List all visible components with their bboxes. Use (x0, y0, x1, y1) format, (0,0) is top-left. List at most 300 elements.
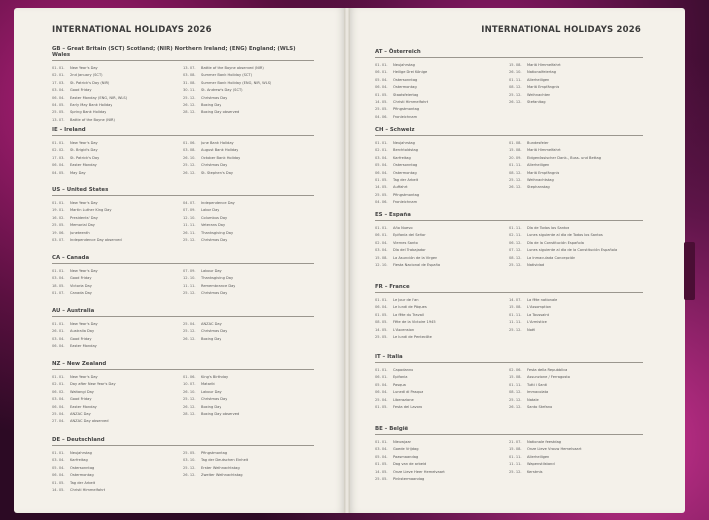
holiday-name: Heilige Drei Könige (393, 70, 428, 75)
holiday-date: 15. 08. (375, 255, 388, 260)
holiday-name: Christi Himmelfahrt (393, 100, 429, 105)
holiday-name: Labour Day (201, 269, 222, 273)
holiday-name: Nieuwjaar (393, 440, 411, 444)
holiday-name: Battle of the Boyne observed (NIR) (201, 66, 264, 70)
holiday-date: 04. 06. (375, 114, 388, 119)
holiday-name: Pasqua (393, 382, 406, 387)
holiday-date: 25. 12. (509, 397, 522, 402)
holiday-name: Spring Bank Holiday (70, 110, 107, 115)
holiday-row (509, 404, 643, 411)
holiday-date: 03. 04. (52, 458, 65, 463)
holiday-name: Pfingstmontag (393, 107, 420, 112)
holiday-column (183, 140, 314, 177)
holiday-name: Lunes siguiente al día de Todos los Santos (527, 233, 603, 238)
holiday-column (183, 450, 314, 494)
holiday-column (509, 140, 643, 207)
holiday-row (509, 77, 643, 84)
holiday-row (183, 268, 314, 275)
holiday-section (52, 255, 314, 298)
holiday-date: 01. 01. (375, 226, 388, 230)
holiday-name: Ostersonntag (70, 465, 95, 470)
holiday-date: 07. 12. (509, 248, 522, 253)
holiday-row (509, 382, 643, 389)
holiday-name: Fronleichnam (393, 200, 418, 205)
holiday-row (375, 92, 509, 99)
holiday-name: Waitangi Day (70, 389, 94, 394)
holiday-name: Early May Bank Holiday (70, 103, 113, 108)
holiday-date: 06. 02. (52, 389, 65, 394)
holiday-name: Weihnachtstag (527, 178, 554, 183)
holiday-row (375, 232, 509, 239)
holiday-section (375, 354, 643, 411)
holiday-name: Easter Monday (ENG, NIR, WLS) (70, 95, 128, 100)
holiday-date: 02. 06. (509, 368, 522, 372)
holiday-row (183, 170, 314, 177)
holiday-name: St. Andrew's Day (SCT) (201, 88, 243, 93)
holiday-row (183, 465, 314, 472)
holiday-name: La fête du Travail (393, 312, 424, 317)
holiday-row (375, 199, 509, 206)
holiday-column (52, 65, 183, 124)
holiday-date: 01. 11. (509, 312, 522, 317)
holiday-date: 15. 08. (509, 63, 522, 67)
holiday-row (52, 487, 183, 494)
holiday-date: 25. 12. (183, 465, 196, 470)
holiday-date: 01. 05. (375, 312, 388, 317)
holiday-row (52, 147, 183, 154)
holiday-name: Pfingstmontag (201, 451, 228, 455)
holiday-date: 01. 11. (509, 454, 522, 459)
holiday-date: 15. 08. (509, 375, 522, 380)
holiday-row (52, 87, 183, 94)
holiday-name: Boxing Day observed (201, 412, 240, 417)
holiday-date: 03. 04. (52, 276, 65, 281)
holiday-name: Thanksgiving Day (201, 230, 234, 235)
holiday-date: 06. 01. (375, 233, 388, 238)
holiday-date: 06. 04. (52, 404, 65, 409)
holiday-name: Día de la Constitución Española (527, 240, 584, 245)
left-page (14, 8, 347, 513)
holiday-row (375, 461, 509, 468)
holiday-row (375, 454, 509, 461)
holiday-name: New Year's Day (70, 141, 98, 145)
holiday-name: Día de Todos los Santos (527, 226, 570, 230)
holiday-row (509, 92, 643, 99)
holiday-section (375, 284, 643, 341)
holiday-row (509, 232, 643, 239)
holiday-name: May Day (70, 170, 86, 175)
holiday-row (52, 155, 183, 162)
holiday-name: Christmas Day (201, 291, 228, 296)
holiday-name: Christmas Day (201, 397, 228, 402)
holiday-name: Onze Lieve Vrouw Hemelvaart (527, 447, 582, 452)
holiday-row (52, 95, 183, 102)
holiday-date: 01. 05. (52, 480, 65, 485)
holiday-row (183, 109, 314, 116)
holiday-row (375, 312, 509, 319)
holiday-date: 26. 10. (183, 389, 196, 394)
holiday-date: 07. 09. (183, 269, 196, 273)
holiday-name: Allerheiligen (527, 163, 550, 168)
holiday-date: 01. 06. (183, 375, 196, 379)
holiday-row (375, 382, 509, 389)
holiday-name: Battle of the Boyne (NIR) (70, 117, 115, 122)
holiday-name: Australia Day (70, 329, 95, 334)
holiday-date: 13. 07. (183, 66, 196, 70)
holiday-date: 05. 04. (375, 382, 388, 387)
holiday-row (52, 102, 183, 109)
holiday-date: 19. 01. (52, 208, 65, 213)
holiday-row (375, 184, 509, 191)
holiday-date: 27. 04. (52, 419, 65, 424)
holiday-date: 03. 07. (52, 238, 65, 243)
holiday-row (52, 72, 183, 79)
holiday-row (509, 469, 643, 476)
holiday-date: 04. 07. (183, 201, 196, 205)
section-title: BE – België (375, 426, 643, 435)
holiday-name: Ostersonntag (393, 163, 418, 168)
holiday-name: Pinkstermaandag (393, 477, 425, 482)
holiday-name: Karfreitag (393, 155, 411, 160)
holiday-date: 03. 04. (375, 447, 388, 452)
holiday-row (183, 200, 314, 207)
section-title: CH – Schweiz (375, 127, 643, 136)
holiday-date: 01. 01. (375, 63, 388, 67)
holiday-date: 11. 11. (509, 320, 522, 325)
holiday-row (183, 328, 314, 335)
holiday-date: 26. 12. (183, 336, 196, 341)
holiday-date: 26. 10. (183, 155, 196, 160)
holiday-row (375, 446, 509, 453)
holiday-date: 01. 06. (183, 141, 196, 145)
holiday-name: Good Friday (70, 88, 92, 93)
holiday-name: Neujahrstag (393, 141, 415, 145)
holiday-row (52, 411, 183, 418)
holiday-name: New Year's Day (70, 201, 98, 205)
holiday-row (183, 336, 314, 343)
holiday-name: La Inmaculada Concepción (527, 255, 576, 260)
holiday-column (183, 374, 314, 426)
holiday-date: 08. 12. (509, 390, 522, 395)
holiday-name: Christmas Day (201, 329, 228, 334)
section-title: NZ – New Zealand (52, 361, 314, 370)
holiday-row (509, 389, 643, 396)
holiday-date: 01. 11. (509, 382, 522, 387)
holiday-date: 05. 04. (52, 465, 65, 470)
holiday-row (183, 457, 314, 464)
holiday-name: Veterans Day (201, 223, 226, 228)
holiday-row (375, 397, 509, 404)
holiday-date: 30. 11. (183, 88, 196, 93)
holiday-row (52, 283, 183, 290)
holiday-row (509, 374, 643, 381)
holiday-row (509, 170, 643, 177)
section-title: US – United States (52, 187, 314, 196)
holiday-name: Weihnachten (527, 92, 551, 97)
holiday-name: New Year's Day (70, 322, 98, 326)
holiday-column (52, 200, 183, 244)
holiday-date: 05. 04. (375, 163, 388, 168)
holiday-row (509, 147, 643, 154)
holiday-row (375, 62, 509, 69)
holiday-name: Christmas Day (201, 95, 228, 100)
holiday-name: Lunes siguiente al día de la Constitución Española (527, 248, 618, 253)
holiday-name: Easter Monday (70, 404, 97, 409)
holiday-name: Allerheiligen (527, 77, 550, 82)
holiday-name: Tag der Arbeit (393, 178, 419, 183)
elastic-band (684, 242, 695, 300)
holiday-date: 06. 01. (375, 375, 388, 380)
holiday-row (52, 321, 183, 328)
holiday-name: Christmas Day (201, 238, 228, 243)
holiday-name: Good Friday (70, 336, 92, 341)
holiday-name: Año Nuevo (393, 226, 413, 230)
holiday-row (375, 319, 509, 326)
holiday-row (375, 69, 509, 76)
holiday-section (375, 426, 643, 483)
holiday-section (52, 46, 314, 124)
holiday-row (375, 439, 509, 446)
holiday-date: 01. 11. (509, 163, 522, 168)
holiday-date: 31. 08. (183, 80, 196, 85)
holiday-date: 26. 10. (509, 70, 522, 75)
holiday-row (183, 404, 314, 411)
holiday-row (183, 374, 314, 381)
holiday-date: 25. 05. (52, 223, 65, 228)
holiday-name: Stefanitag (527, 100, 546, 105)
holiday-name: Eidgenössischer Dank-, Buss- und Bettag (527, 155, 602, 160)
holiday-row (183, 147, 314, 154)
holiday-row (52, 465, 183, 472)
holiday-row (52, 200, 183, 207)
holiday-row (183, 65, 314, 72)
holiday-row (375, 255, 509, 262)
holiday-column (183, 321, 314, 351)
holiday-date: 25. 12. (509, 92, 522, 97)
holiday-date: 16. 02. (52, 215, 65, 220)
holiday-column (52, 374, 183, 426)
holiday-row (375, 334, 509, 341)
holiday-date: 21. 07. (509, 440, 522, 444)
holiday-date: 06. 04. (52, 95, 65, 100)
holiday-date: 12. 10. (183, 215, 196, 220)
holiday-row (183, 102, 314, 109)
holiday-section (52, 437, 314, 494)
holiday-name: Viernes Santo (393, 240, 418, 245)
holiday-name: October Bank Holiday (201, 155, 241, 160)
holiday-row (375, 327, 509, 334)
holiday-row (52, 418, 183, 425)
holiday-date: 10. 07. (183, 382, 196, 387)
holiday-row (183, 237, 314, 244)
holiday-name: Nationalfeiertag (527, 70, 557, 75)
holiday-row (52, 65, 183, 72)
holiday-date: 05. 04. (375, 77, 388, 82)
holiday-date: 03. 08. (183, 148, 196, 153)
holiday-row (52, 396, 183, 403)
holiday-date: 15. 08. (509, 148, 522, 153)
holiday-name: Dag van de arbeid (393, 462, 427, 467)
holiday-date: 01. 01. (375, 298, 388, 302)
holiday-name: Labour Day (201, 389, 222, 394)
holiday-date: 17. 03. (52, 80, 65, 85)
holiday-date: 25. 05. (52, 110, 65, 115)
holiday-date: 08. 05. (375, 320, 388, 325)
holiday-row (183, 87, 314, 94)
holiday-row (375, 84, 509, 91)
holiday-name: Wapenstilstand (527, 462, 555, 467)
holiday-row (509, 454, 643, 461)
holiday-row (52, 389, 183, 396)
holiday-date: 15. 08. (509, 305, 522, 310)
holiday-column (183, 65, 314, 124)
holiday-date: 06. 04. (375, 305, 388, 310)
holiday-column (375, 297, 509, 341)
holiday-date: 19. 06. (52, 230, 65, 235)
holiday-row (375, 155, 509, 162)
holiday-column (52, 268, 183, 298)
holiday-date: 17. 03. (52, 155, 65, 160)
holiday-date: 01. 11. (509, 226, 522, 230)
holiday-name: Day after New Year's Day (70, 382, 116, 387)
holiday-name: Karfreitag (70, 458, 88, 463)
holiday-date: 06. 01. (375, 70, 388, 75)
holiday-name: Festa del Lavoro (393, 405, 423, 410)
holiday-date: 03. 04. (52, 397, 65, 402)
section-title: IE – Ireland (52, 127, 314, 136)
holiday-row (375, 304, 509, 311)
holiday-date: 25. 05. (375, 477, 388, 482)
holiday-name: Epifania (393, 375, 408, 380)
holiday-row (509, 184, 643, 191)
holiday-date: 26. 12. (183, 170, 196, 175)
section-title: CA – Canada (52, 255, 314, 264)
holiday-row (52, 374, 183, 381)
holiday-name: ANZAC Day observed (70, 419, 109, 424)
holiday-name: Fronleichnam (393, 114, 418, 119)
holiday-column (375, 140, 509, 207)
holiday-row (375, 476, 509, 483)
holiday-name: St. Patrick's Day (NIR) (70, 80, 110, 85)
holiday-date: 06. 04. (375, 85, 388, 90)
holiday-row (52, 336, 183, 343)
holiday-date: 06. 04. (375, 170, 388, 175)
holiday-name: Labor Day (201, 208, 220, 213)
holiday-date: 01. 01. (52, 66, 65, 70)
holiday-column (52, 450, 183, 494)
holiday-column (509, 439, 643, 483)
holiday-date: 05. 04. (375, 454, 388, 459)
holiday-name: Natale (527, 397, 539, 402)
holiday-date: 25. 12. (509, 469, 522, 474)
holiday-name: Paasmaandag (393, 454, 419, 459)
holiday-date: 02. 01. (375, 148, 388, 153)
holiday-name: Mariä Empfängnis (527, 85, 560, 90)
holiday-column (183, 200, 314, 244)
holiday-row (52, 117, 183, 124)
holiday-row (509, 240, 643, 247)
holiday-date: 25. 12. (183, 329, 196, 334)
holiday-date: 11. 11. (183, 283, 196, 288)
holiday-name: Pfingstmontag (393, 192, 420, 197)
holiday-date: 01. 01. (52, 375, 65, 379)
holiday-date: 08. 12. (509, 255, 522, 260)
holiday-date: 25. 05. (375, 107, 388, 112)
holiday-row (509, 162, 643, 169)
holiday-name: St. Stephen's Day (201, 170, 234, 175)
holiday-row (375, 374, 509, 381)
holiday-name: Le lundi de Pentecôte (393, 335, 432, 340)
holiday-name: Ostermontag (393, 85, 417, 90)
holiday-row (509, 255, 643, 262)
holiday-date: 06. 04. (52, 344, 65, 349)
holiday-date: 01. 01. (52, 141, 65, 145)
holiday-date: 07. 09. (183, 208, 196, 213)
holiday-name: Fiesta Nacional de España (393, 263, 441, 268)
holiday-date: 25. 05. (375, 335, 388, 340)
holiday-name: Bundesfeier (527, 141, 549, 145)
holiday-name: Immacolata (527, 390, 549, 395)
holiday-row (52, 80, 183, 87)
holiday-row (183, 283, 314, 290)
holiday-date: 02. 04. (375, 240, 388, 245)
holiday-date: 11. 11. (509, 462, 522, 467)
holiday-name: New Year's Day (70, 66, 98, 70)
holiday-column (375, 439, 509, 483)
section-title: AT – Österreich (375, 49, 643, 58)
holiday-name: St. Patrick's Day (70, 155, 100, 160)
holiday-name: Good Friday (70, 276, 92, 281)
holiday-column (509, 367, 643, 411)
holiday-column (375, 367, 509, 411)
holiday-row (375, 162, 509, 169)
holiday-row (183, 321, 314, 328)
holiday-name: Epifanía del Señor (393, 233, 426, 238)
holiday-name: Boxing Day (201, 404, 222, 409)
holiday-name: Fête de la Victoire 1945 (393, 320, 436, 325)
holiday-name: Ostermontag (70, 473, 94, 478)
section-title: ES – España (375, 212, 643, 221)
holiday-column (52, 321, 183, 351)
holiday-row (183, 381, 314, 388)
holiday-row (183, 215, 314, 222)
holiday-row (509, 140, 643, 147)
holiday-row (509, 62, 643, 69)
holiday-row (52, 290, 183, 297)
holiday-row (183, 222, 314, 229)
holiday-date: 02. 02. (52, 148, 65, 153)
holiday-name: Presidents' Day (70, 215, 98, 220)
holiday-name: Capodanno (393, 368, 414, 372)
holiday-name: Berchtoldstag (393, 148, 418, 153)
holiday-name: Tutti i Santi (527, 382, 548, 387)
holiday-date: 20. 09. (509, 155, 522, 160)
holiday-name: Staatsfeiertag (393, 92, 419, 97)
holiday-name: Boxing Day (201, 336, 222, 341)
holiday-name: Tag der Arbeit (70, 480, 96, 485)
holiday-name: Onze Lieve Heer Hemelvaart (393, 469, 445, 474)
holiday-row (509, 247, 643, 254)
holiday-row (52, 170, 183, 177)
holiday-name: Boxing Day observed (201, 110, 240, 115)
holiday-row (52, 457, 183, 464)
holiday-name: New Year's Day (70, 269, 98, 273)
holiday-date: 02. 01. (52, 73, 65, 78)
holiday-date: 08. 12. (509, 170, 522, 175)
holiday-name: Mariä Empfängnis (527, 170, 560, 175)
holiday-date: 01. 08. (509, 141, 522, 145)
holiday-row (509, 84, 643, 91)
